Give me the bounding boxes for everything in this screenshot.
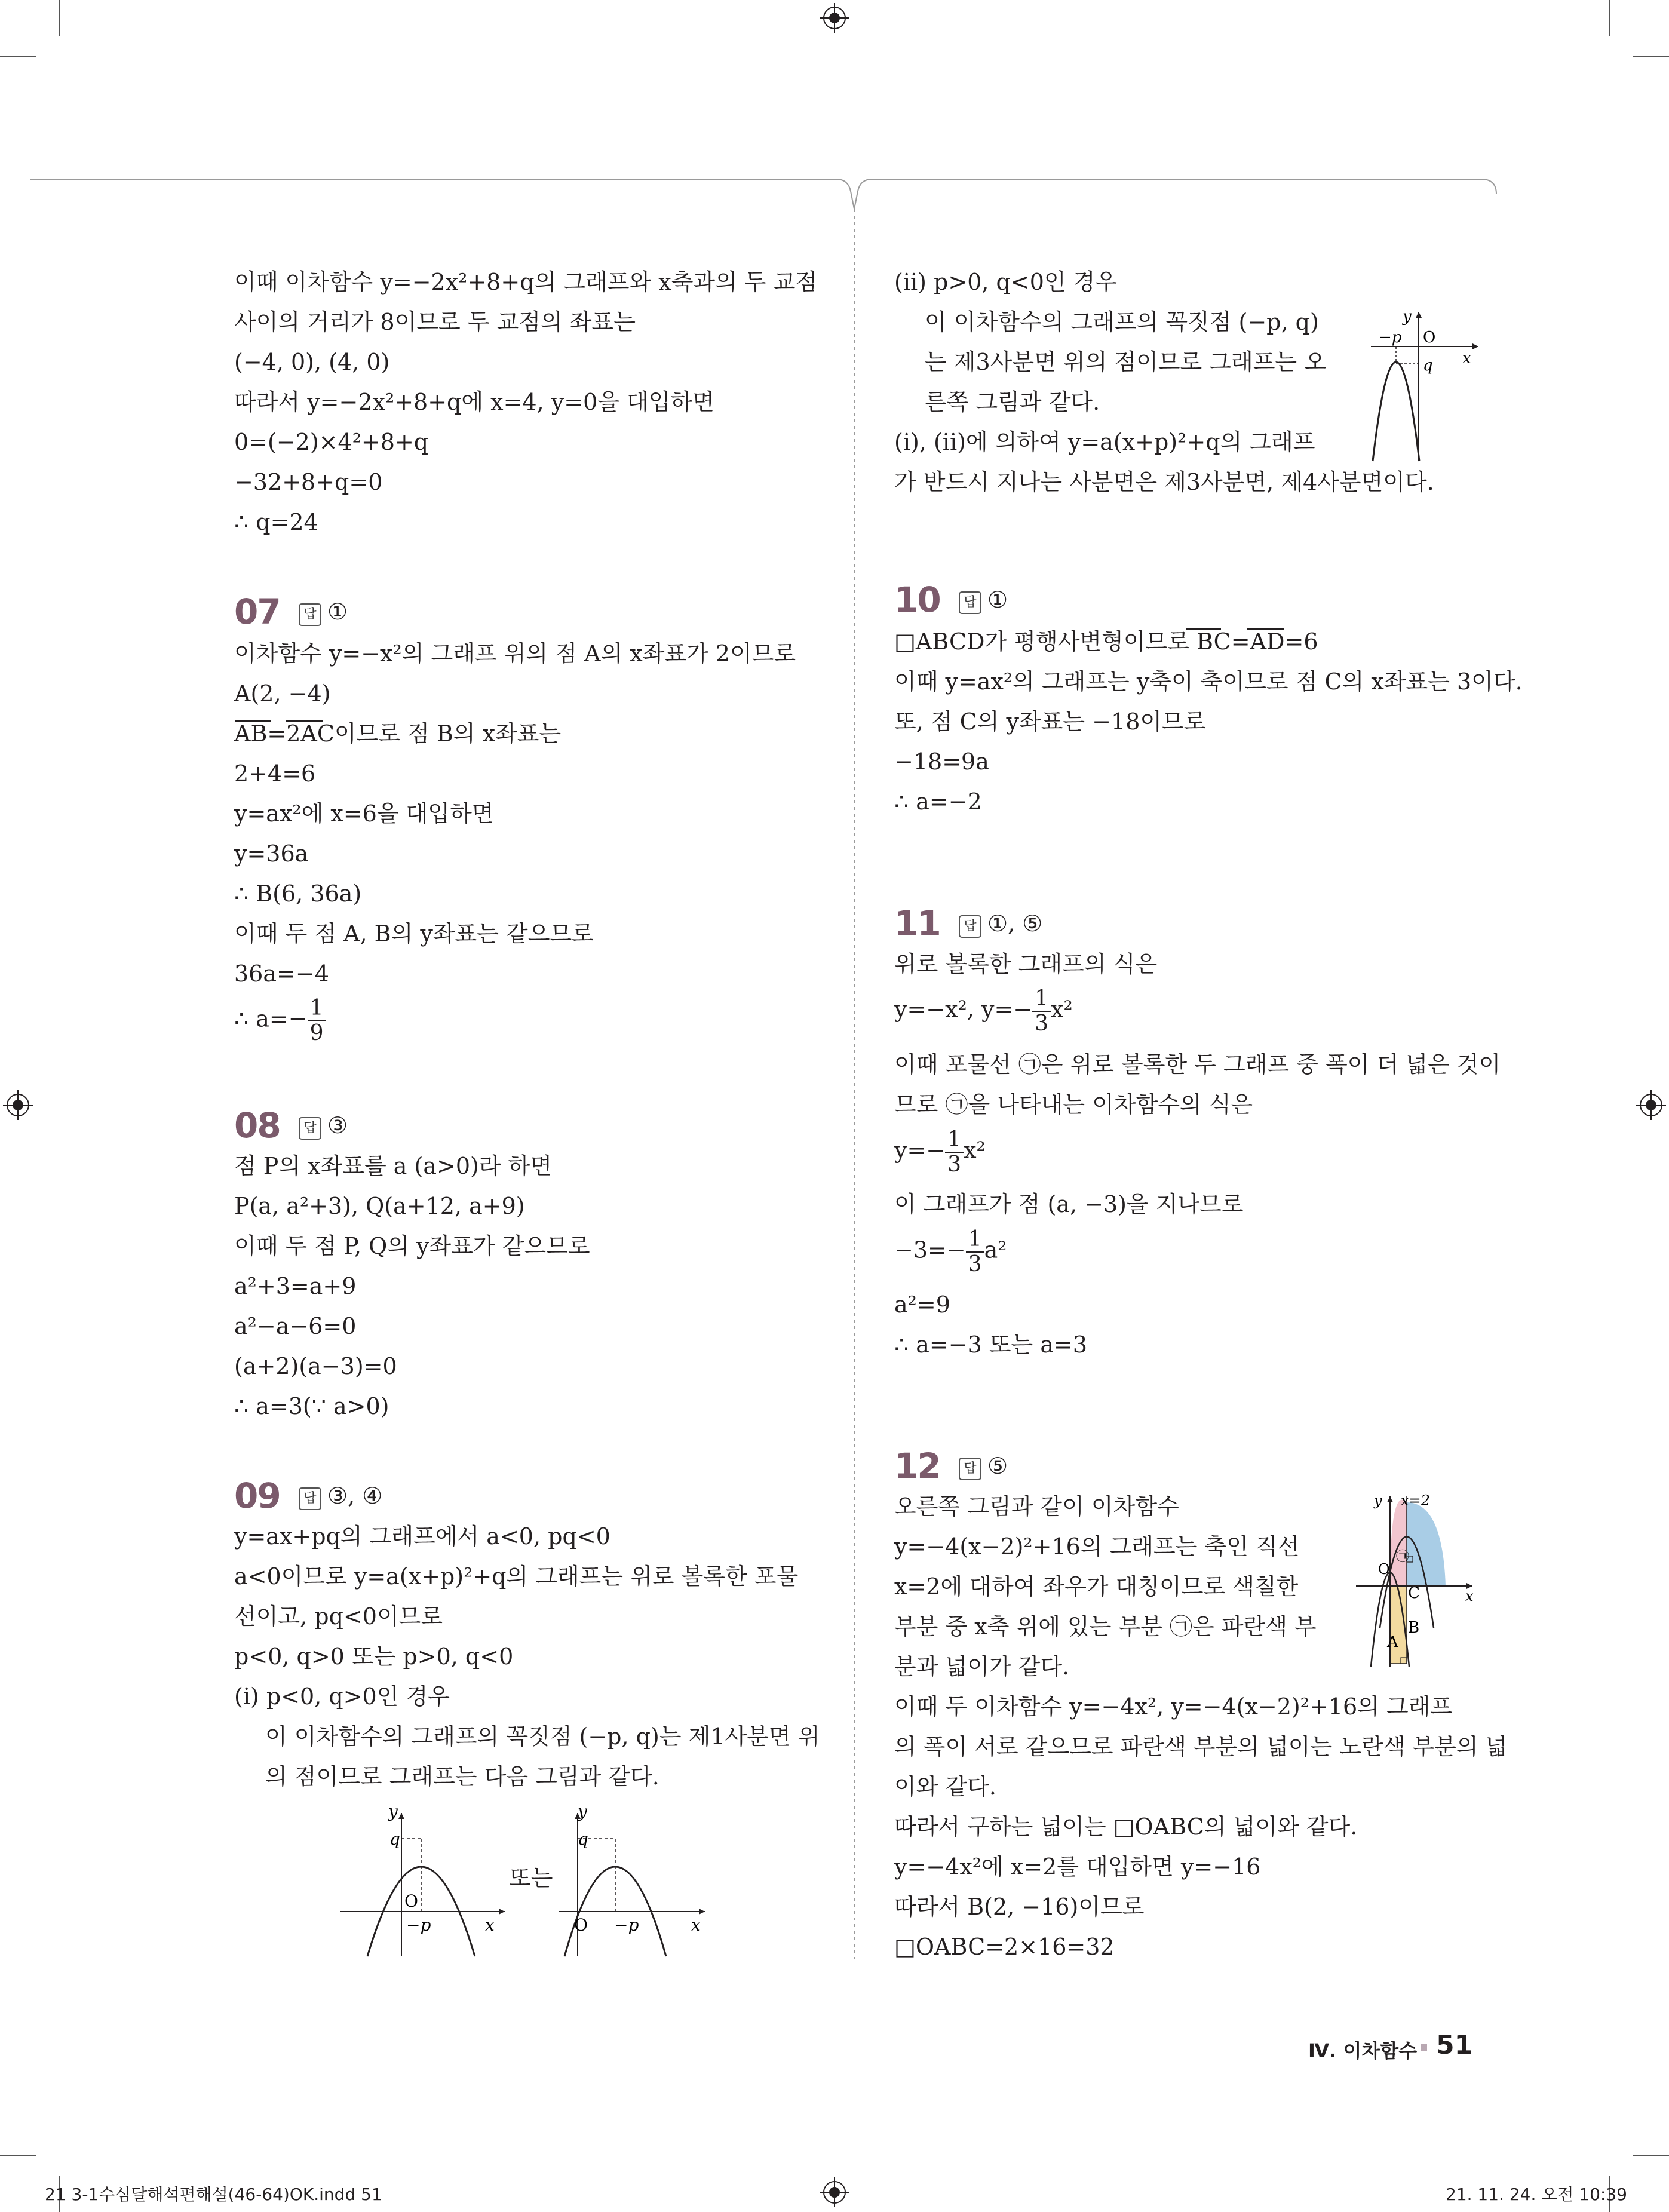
overline-ad (1247, 628, 1284, 630)
answer-value: ③, ④ (327, 1483, 383, 1509)
expr-part: y=− (894, 1137, 946, 1164)
solution-line: 이때 y=ax²의 그래프는 y축이 축이므로 점 C의 x좌표는 3이다. (894, 668, 1523, 695)
print-date: 21. 11. 24. 오전 10:39 (1446, 2185, 1627, 2204)
axis-label-y: y (1403, 308, 1412, 326)
answer-badge: 답 (959, 1458, 981, 1480)
intro-line: (−4, 0), (4, 0) (234, 349, 390, 375)
fraction (966, 1228, 984, 1277)
solution-line: 분과 넓이가 같다. (894, 1653, 1070, 1680)
label-region-circle: ㉠ (1396, 1550, 1410, 1564)
section-title: Ⅳ. 이차함수 (1308, 2039, 1418, 2062)
solution-line: 의 점이므로 그래프는 다음 그림과 같다. (265, 1763, 659, 1790)
parabola-graph-2 (553, 1804, 714, 1959)
fraction-numerator: 1 (1032, 987, 1051, 1012)
page-number: 51 (1436, 2030, 1473, 2060)
solution-line: 이때 두 점 P, Q의 y좌표가 같으므로 (234, 1233, 590, 1259)
overline-ab (235, 720, 271, 722)
answer-label (959, 587, 1008, 614)
expr-part: x² (1051, 996, 1073, 1023)
answer-label (299, 599, 348, 626)
solution-line: y=ax+pq의 그래프에서 a<0, pq<0 (234, 1523, 610, 1550)
registration-mark-right (1636, 1090, 1666, 1120)
axis-label-y: y (1374, 1492, 1382, 1509)
fraction-numerator: 1 (966, 1228, 984, 1253)
label-x-equals-2: x=2 (1401, 1492, 1430, 1509)
graph-or-label: 또는 (509, 1865, 553, 1891)
solution-line: 이 이차함수의 그래프의 꼭짓점 (−p, q) (925, 309, 1319, 335)
solution-line: 이와 같다. (894, 1774, 996, 1800)
answer-label (299, 1112, 348, 1140)
label-q: q (389, 1829, 400, 1849)
answer-value: ③ (327, 1112, 348, 1139)
answer-badge: 답 (959, 591, 981, 614)
solution-line: y=ax²에 x=6을 대입하면 (234, 800, 494, 827)
solution-line: 위로 볼록한 그래프의 식은 (894, 951, 1158, 977)
answer-badge: 답 (959, 915, 981, 938)
label-c: C (1408, 1584, 1420, 1602)
intro-line: 사이의 거리가 8이므로 두 교점의 좌표는 (234, 309, 636, 335)
answer-value: ⑤ (987, 1453, 1008, 1479)
intro-line: ∴ q=24 (234, 509, 318, 535)
overline-ac (286, 720, 323, 722)
solution-line: a<0이므로 y=a(x+p)²+q의 그래프는 위로 볼록한 포물 (234, 1563, 799, 1590)
solution-line: y=36a (234, 840, 309, 867)
blue-region (1407, 1502, 1446, 1586)
fraction (945, 1128, 964, 1177)
question-number: 12 (894, 1446, 940, 1486)
label-q: q (578, 1829, 588, 1849)
fraction-numerator: 1 (945, 1128, 964, 1153)
solution-line: 따라서 B(2, −16)이므로 (894, 1894, 1145, 1920)
expr-part: −3=− (894, 1237, 966, 1263)
answer-badge: 답 (299, 1117, 321, 1140)
solution-line: 이 그래프가 점 (a, −3)을 지나므로 (894, 1191, 1244, 1217)
label-minus-p: −p (1379, 329, 1402, 346)
axis-label-y: y (578, 1804, 587, 1821)
solution-line: 부분 중 x축 위에 있는 부분 ㉠은 파란색 부 (894, 1613, 1317, 1640)
solution-line: 이차함수 y=−x²의 그래프 위의 점 A의 x좌표가 2이므로 (234, 640, 796, 667)
registration-mark-left (3, 1090, 33, 1120)
question-number: 10 (894, 579, 940, 620)
solution-line: 이때 두 점 A, B의 y좌표는 같으므로 (234, 921, 594, 947)
parabola-graph-1 (335, 1804, 514, 1959)
solution-line: y=−4(x−2)²+16의 그래프는 축인 직선 (894, 1533, 1300, 1560)
label-origin: O (574, 1915, 588, 1935)
label-origin: O (1423, 329, 1436, 346)
intro-line: 0=(−2)×4²+8+q (234, 429, 429, 455)
solution-line: x=2에 대하여 좌우가 대칭이므로 색칠한 (894, 1573, 1299, 1600)
footer-bullet (1421, 2044, 1427, 2051)
solution-line: 이때 두 이차함수 y=−4x², y=−4(x−2)²+16의 그래프 (894, 1693, 1453, 1720)
file-name: 21 3-1수심달해석편해설(46-64)OK.indd 51 (45, 2185, 382, 2204)
solution-line: AB=2AC이므로 점 B의 x좌표는 (234, 720, 562, 747)
registration-mark-top (820, 3, 849, 33)
answer-badge: 답 (299, 603, 321, 626)
intro-line: 이때 이차함수 y=−2x²+8+q의 그래프와 x축과의 두 교점 (234, 269, 818, 295)
solution-line: 른쪽 그림과 같다. (925, 389, 1100, 415)
solution-line: 이 이차함수의 그래프의 꼭짓점 (−p, q)는 제1사분면 위 (265, 1723, 820, 1750)
solution-line: −18=9a (894, 748, 989, 775)
label-origin: O (1378, 1561, 1390, 1578)
solution-line: 점 P의 x좌표를 a (a>0)라 하면 (234, 1153, 553, 1179)
parabola-curve (1373, 362, 1419, 461)
axis-label-x: x (1462, 349, 1471, 367)
question-number: 07 (234, 591, 280, 632)
question-number: 11 (894, 903, 940, 944)
answer-badge: 답 (299, 1487, 321, 1510)
overline-bc (1186, 628, 1221, 630)
fraction-denominator: 3 (1035, 1011, 1049, 1036)
label-a: A (1387, 1633, 1398, 1651)
answer-value: ①, ⑤ (987, 910, 1043, 937)
solution-line: a²=9 (894, 1291, 950, 1318)
axis-label-x: x (485, 1915, 495, 1935)
solution-line: a²−a−6=0 (234, 1313, 357, 1339)
axis-label-x: x (691, 1915, 701, 1935)
solution-line: 선이고, pq<0이므로 (234, 1603, 443, 1630)
intro-line: 따라서 y=−2x²+8+q에 x=4, y=0을 대입하면 (234, 389, 714, 415)
solution-line: ∴ a=−2 (894, 789, 982, 815)
solution-line: 오른쪽 그림과 같이 이차함수 (894, 1493, 1179, 1520)
pink-region (1390, 1500, 1410, 1587)
answer-label (299, 1483, 382, 1510)
fraction (1032, 987, 1051, 1036)
expr-part: a² (984, 1237, 1007, 1263)
solution-line: (a+2)(a−3)=0 (234, 1353, 397, 1379)
fraction-denominator: 9 (309, 1021, 324, 1045)
axis-label-y: y (388, 1804, 398, 1821)
solution-line: P(a, a²+3), Q(a+12, a+9) (234, 1193, 525, 1219)
solution-line-fraction (894, 987, 1073, 1036)
solution-line: 의 폭이 서로 같으므로 파란색 부분의 넓이는 노란색 부분의 넓 (894, 1734, 1508, 1760)
fraction-denominator: 3 (968, 1252, 982, 1277)
label-q: q (1423, 357, 1433, 375)
solution-line: 므로 ㉠을 나타내는 이차함수의 식은 (894, 1091, 1253, 1118)
question-number: 08 (234, 1105, 280, 1146)
solution-line: A(2, −4) (234, 680, 331, 707)
solution-line: (i), (ii)에 의하여 y=a(x+p)²+q의 그래프 (894, 429, 1315, 455)
solution-line: a²+3=a+9 (234, 1273, 357, 1299)
answer-label (959, 910, 1042, 938)
solution-line: ∴ a=−3 또는 a=3 (894, 1332, 1088, 1358)
label-b: B (1408, 1619, 1420, 1637)
label-minus-p: −p (406, 1915, 431, 1935)
label-origin: O (404, 1891, 418, 1911)
solution-line: (i) p<0, q>0인 경우 (234, 1683, 450, 1710)
solution-line: 2+4=6 (234, 760, 316, 787)
expr-part: y=−x², y=− (894, 996, 1033, 1023)
solution-line: 따라서 구하는 넓이는 □OABC의 넓이와 같다. (894, 1814, 1358, 1840)
solution-line: □ABCD가 평행사변형이므로 BC=AD=6 (894, 628, 1318, 655)
solution-line: 는 제3사분면 위의 점이므로 그래프는 오 (925, 349, 1326, 375)
fraction-denominator: 3 (947, 1152, 962, 1177)
solution-line: ∴ B(6, 36a) (234, 880, 362, 907)
fraction (308, 996, 326, 1045)
final-prefix: ∴ a=− (234, 1005, 308, 1032)
registration-mark-bottom (820, 2177, 849, 2207)
label-minus-p: −p (614, 1915, 639, 1935)
solution-line-fraction (894, 1228, 1007, 1277)
solution-line: 또, 점 C의 y좌표는 −18이므로 (894, 708, 1206, 735)
fraction-numerator: 1 (308, 996, 326, 1021)
answer-value: ① (987, 587, 1008, 613)
expr-part: x² (964, 1137, 986, 1164)
solution-line: 36a=−4 (234, 961, 329, 987)
parabola-graph-3 (1368, 305, 1481, 463)
answer-label (959, 1453, 1008, 1480)
axis-label-x: x (1465, 1588, 1474, 1604)
area-graph (1353, 1490, 1478, 1670)
question-number: 09 (234, 1475, 280, 1516)
solution-line: 이때 포물선 ㉠은 위로 볼록한 두 그래프 중 폭이 더 넓은 것이 (894, 1051, 1501, 1078)
intro-line: −32+8+q=0 (234, 469, 383, 495)
solution-line: □OABC=2×16=32 (894, 1934, 1115, 1960)
final-answer (234, 996, 326, 1045)
solution-line-fraction (894, 1128, 986, 1177)
solution-line: 가 반드시 지나는 사분면은 제3사분면, 제4사분면이다. (894, 469, 1434, 495)
answer-value: ① (327, 599, 348, 625)
solution-line: (ii) p>0, q<0인 경우 (894, 269, 1118, 295)
solution-line: y=−4x²에 x=2를 대입하면 y=−16 (894, 1854, 1261, 1880)
solution-line: ∴ a=3(∵ a>0) (234, 1393, 389, 1419)
solution-line: p<0, q>0 또는 p>0, q<0 (234, 1643, 514, 1670)
